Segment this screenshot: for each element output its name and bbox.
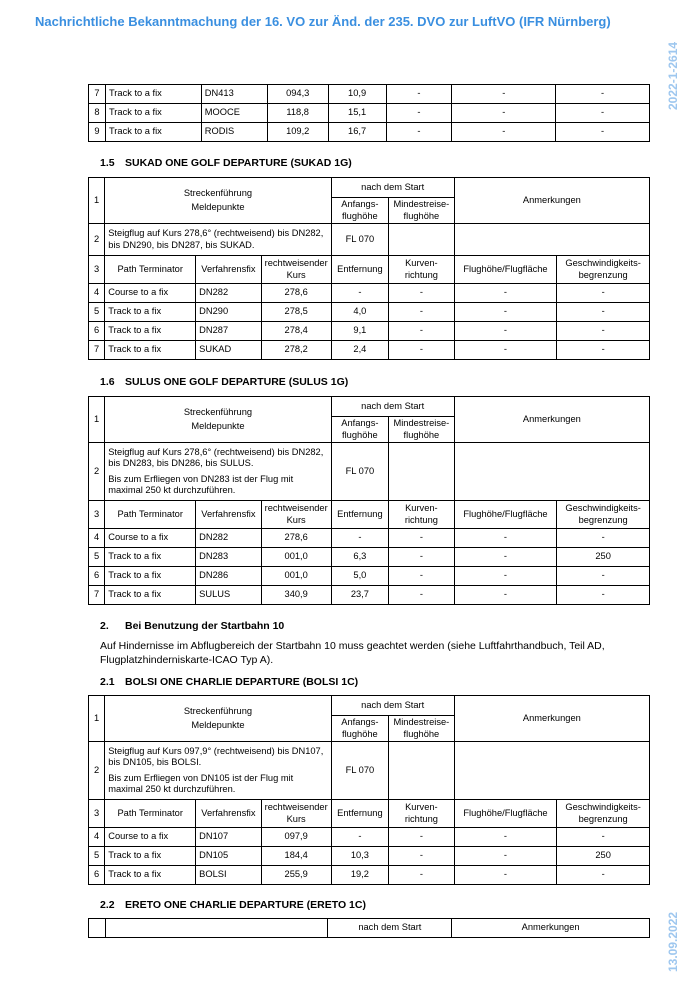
route-description: Bis zum Erfliegen von DN283 ist der Flug mit maximal 250 kt durchzuführen. bbox=[108, 473, 294, 495]
path-terminator: Track to a fix bbox=[105, 341, 196, 360]
header-meldepunkte-label: Meldepunkte bbox=[191, 202, 245, 212]
verfahrensfix: DN282 bbox=[196, 529, 261, 548]
kurs: 001,0 bbox=[261, 548, 331, 567]
entfernung: 2,4 bbox=[331, 341, 388, 360]
kurs: 278,4 bbox=[261, 322, 331, 341]
row-number: 1 bbox=[89, 397, 105, 443]
cell-empty bbox=[389, 742, 455, 800]
verfahrensfix: DN105 bbox=[196, 847, 261, 866]
kurvenrichtung: - bbox=[389, 322, 455, 341]
section-heading-2-2: 2.2 ERETO ONE CHARLIE DEPARTURE (ERETO 1C) bbox=[100, 899, 366, 911]
verfahrensfix: BOLSI bbox=[196, 866, 261, 885]
table-row bbox=[89, 85, 650, 104]
header-anfangsflughoehe: Anfangs- flughöhe bbox=[331, 417, 388, 443]
geschwindigkeit: - bbox=[557, 284, 650, 303]
kurvenrichtung: - bbox=[389, 303, 455, 322]
geschwindigkeit: - bbox=[556, 123, 650, 142]
verfahrensfix: RODIS bbox=[201, 123, 267, 142]
entfernung: 19,2 bbox=[331, 866, 388, 885]
row-number: 9 bbox=[89, 123, 106, 142]
route-description: Steigflug auf Kurs 278,6° (rechtweisend) bis DN282, bis DN290, bis DN287, bis SUKAD. bbox=[108, 228, 324, 250]
kurs: 278,5 bbox=[261, 303, 331, 322]
entfernung: 4,0 bbox=[331, 303, 388, 322]
geschwindigkeit: - bbox=[557, 586, 650, 605]
path-terminator: Track to a fix bbox=[105, 123, 201, 142]
kurs: 340,9 bbox=[261, 586, 331, 605]
header-streckenfuehrung-label: Streckenführung bbox=[183, 406, 253, 417]
table-sukad-1g bbox=[88, 177, 650, 360]
flughoehe: - bbox=[454, 322, 557, 341]
row-number: 2 bbox=[89, 742, 105, 800]
header-anfangsflughoehe: Anfangs- flughöhe bbox=[331, 198, 388, 224]
verfahrensfix: DN107 bbox=[196, 828, 261, 847]
table-row bbox=[89, 322, 650, 341]
geschwindigkeit: - bbox=[557, 303, 650, 322]
header-anmerkungen: Anmerkungen bbox=[454, 696, 649, 742]
header-path-terminator: Path Terminator bbox=[105, 256, 196, 284]
cell-empty bbox=[89, 919, 106, 938]
kurs: 001,0 bbox=[261, 567, 331, 586]
row-number: 8 bbox=[89, 104, 106, 123]
flughoehe: - bbox=[454, 303, 557, 322]
header-nach-dem-start: nach dem Start bbox=[331, 696, 454, 716]
row-number: 2 bbox=[89, 224, 105, 256]
kurvenrichtung: - bbox=[389, 284, 455, 303]
header-path-terminator: Path Terminator bbox=[105, 501, 196, 529]
kurvenrichtung: - bbox=[389, 548, 455, 567]
flughoehe: - bbox=[454, 586, 557, 605]
cell-empty bbox=[389, 224, 455, 256]
kurvenrichtung: - bbox=[389, 529, 455, 548]
kurs: 094,3 bbox=[267, 85, 328, 104]
flughoehe: - bbox=[454, 284, 557, 303]
table-row bbox=[89, 341, 650, 360]
table-row bbox=[89, 847, 650, 866]
header-anfangsflughoehe: Anfangs- flughöhe bbox=[331, 716, 388, 742]
section-2-text: Auf Hindernisse im Abflugbereich der Startbahn 10 muss geachtet werden (siehe Luftfahrthandbuch, Teil AD, Flugplatzhinderniskarte-ICAO Typ A). bbox=[100, 640, 605, 667]
path-terminator: Track to a fix bbox=[105, 104, 201, 123]
verfahrensfix: MOOCE bbox=[201, 104, 267, 123]
header-meldepunkte-label: Meldepunkte bbox=[191, 720, 245, 730]
verfahrensfix: DN286 bbox=[196, 567, 261, 586]
document-number: 2022-1-2614 bbox=[666, 41, 680, 110]
path-terminator: Course to a fix bbox=[105, 284, 196, 303]
row-number: 6 bbox=[89, 866, 105, 885]
geschwindigkeit: - bbox=[557, 866, 650, 885]
kurvenrichtung: - bbox=[389, 866, 455, 885]
header-kurs: rechtweisender Kurs bbox=[261, 256, 331, 284]
kurvenrichtung: - bbox=[389, 341, 455, 360]
kurvenrichtung: - bbox=[389, 828, 455, 847]
header-verfahrensfix: Verfahrensfix bbox=[196, 800, 261, 828]
section-heading-1-5: 1.5 SUKAD ONE GOLF DEPARTURE (SUKAD 1G) bbox=[100, 157, 352, 169]
row-number: 4 bbox=[89, 284, 105, 303]
table-row bbox=[89, 828, 650, 847]
header-verfahrensfix: Verfahrensfix bbox=[196, 256, 261, 284]
anfangsflughoehe-value: FL 070 bbox=[331, 224, 388, 256]
route-description: Bis zum Erfliegen von DN105 ist der Flug mit maximal 250 kt durchzuführen. bbox=[108, 772, 294, 794]
cell-empty bbox=[389, 443, 455, 501]
route-description-cell bbox=[105, 742, 331, 800]
verfahrensfix: DN290 bbox=[196, 303, 261, 322]
row-number: 4 bbox=[89, 828, 105, 847]
header-kurvenrichtung: Kurven- richtung bbox=[389, 501, 455, 529]
header-streckenfuehrung bbox=[105, 397, 331, 443]
entfernung: - bbox=[331, 529, 388, 548]
route-description: Steigflug auf Kurs 278,6° (rechtweisend) bis DN282, bis DN283, bis DN286, bis SULUS. bbox=[108, 447, 324, 469]
kurvenrichtung: - bbox=[386, 85, 452, 104]
cell-empty bbox=[454, 443, 649, 501]
row-number: 5 bbox=[89, 847, 105, 866]
header-flughoehe: Flughöhe/Flugfläche bbox=[454, 501, 557, 529]
row-number: 7 bbox=[89, 85, 106, 104]
table-row bbox=[89, 586, 650, 605]
kurs: 184,4 bbox=[261, 847, 331, 866]
kurs: 118,8 bbox=[267, 104, 328, 123]
header-anmerkungen: Anmerkungen bbox=[454, 178, 649, 224]
section-heading-1-6: 1.6 SULUS ONE GOLF DEPARTURE (SULUS 1G) bbox=[100, 376, 349, 388]
section-heading-2-1: 2.1 BOLSI ONE CHARLIE DEPARTURE (BOLSI 1C) bbox=[100, 676, 359, 688]
table-continuation bbox=[88, 84, 650, 142]
header-nach-dem-start: nach dem Start bbox=[331, 397, 454, 417]
anfangsflughoehe-value: FL 070 bbox=[331, 443, 388, 501]
header-streckenfuehrung-label: Streckenführung bbox=[183, 705, 253, 716]
flughoehe: - bbox=[452, 123, 556, 142]
geschwindigkeit: - bbox=[557, 341, 650, 360]
header-geschwindigkeit: Geschwindigkeits- begrenzung bbox=[557, 501, 650, 529]
path-terminator: Track to a fix bbox=[105, 548, 196, 567]
entfernung: 15,1 bbox=[328, 104, 386, 123]
kurs: 278,2 bbox=[261, 341, 331, 360]
table-row bbox=[89, 529, 650, 548]
flughoehe: - bbox=[454, 847, 557, 866]
row-number: 6 bbox=[89, 567, 105, 586]
cell-empty bbox=[454, 224, 649, 256]
header-geschwindigkeit: Geschwindigkeits- begrenzung bbox=[557, 256, 650, 284]
flughoehe: - bbox=[454, 866, 557, 885]
header-path-terminator: Path Terminator bbox=[105, 800, 196, 828]
kurs: 109,2 bbox=[267, 123, 328, 142]
header-flughoehe: Flughöhe/Flugfläche bbox=[454, 800, 557, 828]
header-entfernung: Entfernung bbox=[331, 501, 388, 529]
header-nach-dem-start: nach dem Start bbox=[328, 919, 452, 938]
path-terminator: Track to a fix bbox=[105, 567, 196, 586]
path-terminator: Track to a fix bbox=[105, 866, 196, 885]
document-header-title: Nachrichtliche Bekanntmachung der 16. VO zur Änd. der 235. DVO zur LuftVO (IFR Nürnberg) bbox=[35, 14, 611, 29]
flughoehe: - bbox=[454, 567, 557, 586]
entfernung: - bbox=[331, 828, 388, 847]
header-kurs: rechtweisender Kurs bbox=[261, 800, 331, 828]
entfernung: 23,7 bbox=[331, 586, 388, 605]
header-streckenfuehrung bbox=[105, 178, 331, 224]
row-number: 3 bbox=[89, 800, 105, 828]
flughoehe: - bbox=[454, 529, 557, 548]
row-number: 1 bbox=[89, 696, 105, 742]
verfahrensfix: SULUS bbox=[196, 586, 261, 605]
route-description-cell bbox=[105, 443, 331, 501]
entfernung: 10,3 bbox=[331, 847, 388, 866]
path-terminator: Track to a fix bbox=[105, 322, 196, 341]
table-row bbox=[89, 567, 650, 586]
path-terminator: Track to a fix bbox=[105, 847, 196, 866]
path-terminator: Track to a fix bbox=[105, 85, 201, 104]
table-row bbox=[89, 303, 650, 322]
geschwindigkeit: - bbox=[556, 104, 650, 123]
geschwindigkeit: - bbox=[557, 828, 650, 847]
header-streckenfuehrung-label: Streckenführung bbox=[183, 187, 253, 198]
header-nach-dem-start: nach dem Start bbox=[331, 178, 454, 198]
kurs: 255,9 bbox=[261, 866, 331, 885]
header-mindestreiseflughoehe: Mindestreise- flughöhe bbox=[389, 198, 455, 224]
row-number: 3 bbox=[89, 501, 105, 529]
row-number: 4 bbox=[89, 529, 105, 548]
row-number: 5 bbox=[89, 303, 105, 322]
header-flughoehe: Flughöhe/Flugfläche bbox=[454, 256, 557, 284]
header-streckenfuehrung bbox=[105, 696, 331, 742]
header-mindestreiseflughoehe: Mindestreise- flughöhe bbox=[389, 417, 455, 443]
path-terminator: Track to a fix bbox=[105, 303, 196, 322]
entfernung: 9,1 bbox=[331, 322, 388, 341]
header-verfahrensfix: Verfahrensfix bbox=[196, 501, 261, 529]
header-kurvenrichtung: Kurven- richtung bbox=[389, 256, 455, 284]
section-heading-2: 2. Bei Benutzung der Startbahn 10 bbox=[100, 620, 285, 632]
header-anmerkungen: Anmerkungen bbox=[452, 919, 650, 938]
geschwindigkeit: - bbox=[557, 529, 650, 548]
table-row bbox=[89, 123, 650, 142]
entfernung: - bbox=[331, 284, 388, 303]
kurs: 278,6 bbox=[261, 529, 331, 548]
kurvenrichtung: - bbox=[389, 586, 455, 605]
kurvenrichtung: - bbox=[389, 847, 455, 866]
row-number: 1 bbox=[89, 178, 105, 224]
kurvenrichtung: - bbox=[386, 104, 452, 123]
table-row bbox=[89, 104, 650, 123]
header-kurvenrichtung: Kurven- richtung bbox=[389, 800, 455, 828]
verfahrensfix: DN282 bbox=[196, 284, 261, 303]
verfahrensfix: SUKAD bbox=[196, 341, 261, 360]
verfahrensfix: DN413 bbox=[201, 85, 267, 104]
row-number: 6 bbox=[89, 322, 105, 341]
row-number: 2 bbox=[89, 443, 105, 501]
header-anmerkungen: Anmerkungen bbox=[454, 397, 649, 443]
kurs: 097,9 bbox=[261, 828, 331, 847]
entfernung: 6,3 bbox=[331, 548, 388, 567]
geschwindigkeit: - bbox=[557, 567, 650, 586]
flughoehe: - bbox=[454, 341, 557, 360]
kurvenrichtung: - bbox=[389, 567, 455, 586]
flughoehe: - bbox=[452, 85, 556, 104]
header-kurs: rechtweisender Kurs bbox=[261, 501, 331, 529]
row-number: 7 bbox=[89, 341, 105, 360]
geschwindigkeit: - bbox=[557, 322, 650, 341]
entfernung: 16,7 bbox=[328, 123, 386, 142]
table-bolsi-1c bbox=[88, 695, 650, 885]
row-number: 3 bbox=[89, 256, 105, 284]
geschwindigkeit: 250 bbox=[557, 548, 650, 567]
geschwindigkeit: - bbox=[556, 85, 650, 104]
verfahrensfix: DN287 bbox=[196, 322, 261, 341]
row-number: 5 bbox=[89, 548, 105, 567]
row-number: 7 bbox=[89, 586, 105, 605]
entfernung: 10,9 bbox=[328, 85, 386, 104]
header-geschwindigkeit: Geschwindigkeits- begrenzung bbox=[557, 800, 650, 828]
route-description-cell bbox=[105, 224, 331, 256]
table-row bbox=[89, 866, 650, 885]
geschwindigkeit: 250 bbox=[557, 847, 650, 866]
entfernung: 5,0 bbox=[331, 567, 388, 586]
table-ereto-1c bbox=[88, 918, 650, 938]
kurs: 278,6 bbox=[261, 284, 331, 303]
anfangsflughoehe-value: FL 070 bbox=[331, 742, 388, 800]
flughoehe: - bbox=[454, 548, 557, 567]
kurvenrichtung: - bbox=[386, 123, 452, 142]
header-mindestreiseflughoehe: Mindestreise- flughöhe bbox=[389, 716, 455, 742]
table-row bbox=[89, 284, 650, 303]
table-sulus-1g bbox=[88, 396, 650, 605]
header-entfernung: Entfernung bbox=[331, 800, 388, 828]
cell-empty bbox=[105, 919, 328, 938]
path-terminator: Course to a fix bbox=[105, 828, 196, 847]
verfahrensfix: DN283 bbox=[196, 548, 261, 567]
route-description: Steigflug auf Kurs 097,9° (rechtweisend) bis DN107, bis DN105, bis BOLSI. bbox=[108, 746, 324, 768]
cell-empty bbox=[454, 742, 649, 800]
table-row bbox=[89, 548, 650, 567]
header-meldepunkte-label: Meldepunkte bbox=[191, 421, 245, 431]
path-terminator: Course to a fix bbox=[105, 529, 196, 548]
document-date: 13.09.2022 bbox=[666, 911, 680, 972]
flughoehe: - bbox=[454, 828, 557, 847]
header-entfernung: Entfernung bbox=[331, 256, 388, 284]
path-terminator: Track to a fix bbox=[105, 586, 196, 605]
flughoehe: - bbox=[452, 104, 556, 123]
